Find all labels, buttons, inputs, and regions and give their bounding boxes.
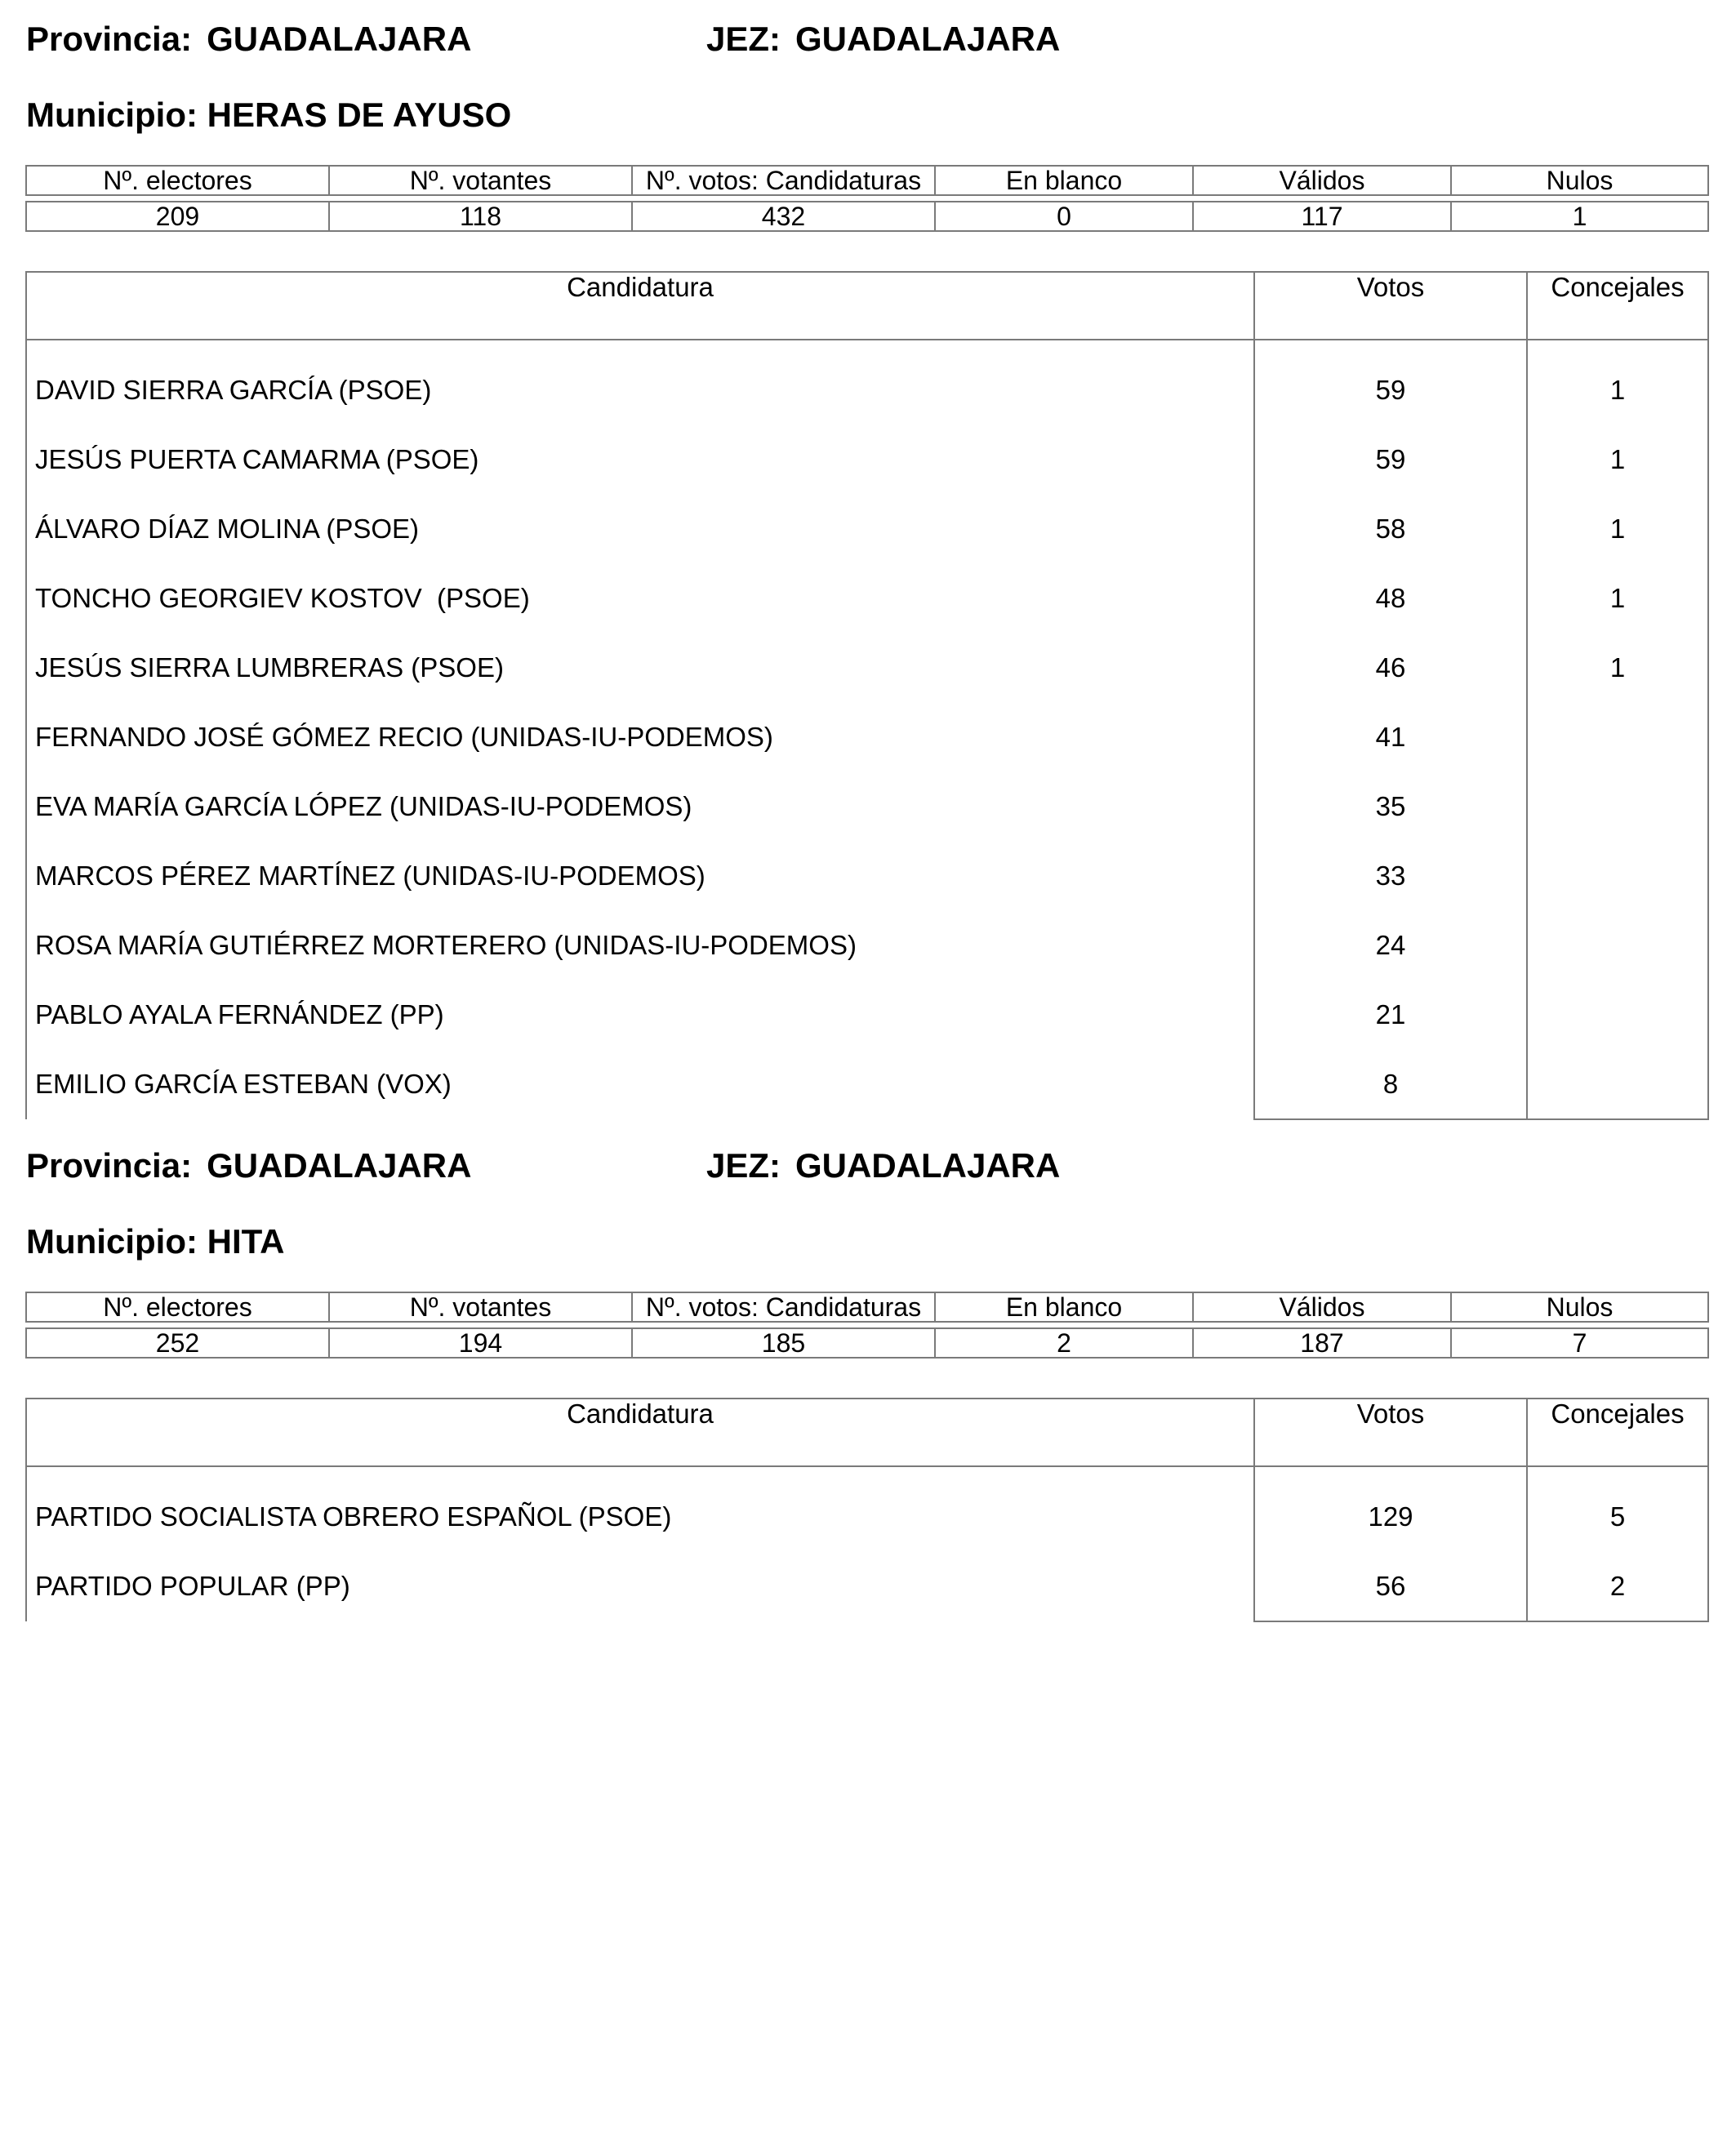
candidate-name: DAVID SIERRA GARCÍA (PSOE) xyxy=(26,340,1254,425)
stats-header-votantes: Nº. votantes xyxy=(329,1292,632,1322)
candidates-table xyxy=(25,1398,1709,1622)
stats-value-en-blanco: 2 xyxy=(935,1328,1193,1358)
candidate-concejales xyxy=(1527,772,1708,841)
candidate-votos: 46 xyxy=(1254,633,1527,702)
municipio-label: Municipio: xyxy=(26,96,198,134)
candidate-name: PARTIDO POPULAR (PP) xyxy=(26,1551,1254,1621)
candidate-votos: 129 xyxy=(1254,1466,1527,1551)
candidate-name: JESÚS PUERTA CAMARMA (PSOE) xyxy=(26,425,1254,494)
candidate-votos: 41 xyxy=(1254,702,1527,772)
candidate-row xyxy=(26,772,1708,841)
candidate-row xyxy=(26,1551,1708,1621)
candidate-name: ROSA MARÍA GUTIÉRREZ MORTERERO (UNIDAS-IU-PODEMOS) xyxy=(26,910,1254,980)
stats-value-votos-candidaturas: 185 xyxy=(632,1328,935,1358)
stats-value-electores: 252 xyxy=(26,1328,329,1358)
candidate-row xyxy=(26,1466,1708,1551)
col-concejales: Concejales xyxy=(1527,272,1708,340)
stats-header-nulos: Nulos xyxy=(1451,1292,1708,1322)
candidate-name: EMILIO GARCÍA ESTEBAN (VOX) xyxy=(26,1049,1254,1119)
jez-label: JEZ: xyxy=(706,20,781,58)
candidate-concejales: 1 xyxy=(1527,563,1708,633)
stats-value-row xyxy=(26,1328,1708,1358)
stats-value-electores: 209 xyxy=(26,202,329,231)
candidate-votos: 58 xyxy=(1254,494,1527,563)
jez-value: GUADALAJARA xyxy=(795,1146,1061,1185)
candidates-header-row xyxy=(26,272,1708,340)
candidate-votos: 56 xyxy=(1254,1551,1527,1621)
jez-value: GUADALAJARA xyxy=(795,20,1061,58)
stats-header-validos: Válidos xyxy=(1193,166,1451,195)
stats-value-nulos: 7 xyxy=(1451,1328,1708,1358)
stats-value-votos-candidaturas: 432 xyxy=(632,202,935,231)
stats-value-row xyxy=(26,202,1708,231)
stats-header-en-blanco: En blanco xyxy=(935,1292,1193,1322)
candidate-concejales: 5 xyxy=(1527,1466,1708,1551)
stats-header-votos-candidaturas: Nº. votos: Candidaturas xyxy=(632,166,935,195)
stats-header-nulos: Nulos xyxy=(1451,166,1708,195)
jez-header xyxy=(706,22,1060,56)
stats-value-nulos: 1 xyxy=(1451,202,1708,231)
col-concejales: Concejales xyxy=(1527,1399,1708,1466)
candidate-name: PARTIDO SOCIALISTA OBRERO ESPAÑOL (PSOE) xyxy=(26,1466,1254,1551)
candidate-name: PABLO AYALA FERNÁNDEZ (PP) xyxy=(26,980,1254,1049)
candidate-row xyxy=(26,1049,1708,1119)
candidate-concejales: 1 xyxy=(1527,633,1708,702)
candidate-name: MARCOS PÉREZ MARTÍNEZ (UNIDAS-IU-PODEMOS) xyxy=(26,841,1254,910)
summary-stats-table xyxy=(25,165,1709,232)
candidate-row xyxy=(26,633,1708,702)
candidate-row xyxy=(26,910,1708,980)
stats-header-en-blanco: En blanco xyxy=(935,166,1193,195)
candidate-name: ÁLVARO DÍAZ MOLINA (PSOE) xyxy=(26,494,1254,563)
candidate-row xyxy=(26,841,1708,910)
stats-value-en-blanco: 0 xyxy=(935,202,1193,231)
stats-value-validos: 117 xyxy=(1193,202,1451,231)
candidate-concejales xyxy=(1527,702,1708,772)
col-votos: Votos xyxy=(1254,272,1527,340)
stats-header-row xyxy=(26,1292,1708,1322)
col-candidatura: Candidatura xyxy=(26,272,1254,340)
candidate-name: FERNANDO JOSÉ GÓMEZ RECIO (UNIDAS-IU-PODEMOS) xyxy=(26,702,1254,772)
jez-label: JEZ: xyxy=(706,1146,781,1185)
provincia-value: GUADALAJARA xyxy=(207,1146,472,1185)
candidate-concejales: 1 xyxy=(1527,340,1708,425)
candidate-name: JESÚS SIERRA LUMBRERAS (PSOE) xyxy=(26,633,1254,702)
candidate-name: EVA MARÍA GARCÍA LÓPEZ (UNIDAS-IU-PODEMOS) xyxy=(26,772,1254,841)
provincia-header xyxy=(26,22,471,56)
candidate-concejales xyxy=(1527,980,1708,1049)
stats-value-votantes: 118 xyxy=(329,202,632,231)
stats-value-validos: 187 xyxy=(1193,1328,1451,1358)
stats-header-votantes: Nº. votantes xyxy=(329,166,632,195)
stats-header-validos: Válidos xyxy=(1193,1292,1451,1322)
candidate-row xyxy=(26,340,1708,425)
candidate-votos: 21 xyxy=(1254,980,1527,1049)
municipio-header xyxy=(26,98,511,132)
candidate-votos: 35 xyxy=(1254,772,1527,841)
candidate-row xyxy=(26,563,1708,633)
stats-header-row xyxy=(26,166,1708,195)
candidate-concejales: 1 xyxy=(1527,425,1708,494)
municipio-label: Municipio: xyxy=(26,1222,198,1261)
candidate-concejales: 2 xyxy=(1527,1551,1708,1621)
stats-header-electores: Nº. electores xyxy=(26,166,329,195)
provincia-value: GUADALAJARA xyxy=(207,20,472,58)
candidate-row xyxy=(26,980,1708,1049)
candidate-votos: 59 xyxy=(1254,340,1527,425)
candidate-row xyxy=(26,425,1708,494)
summary-stats-table xyxy=(25,1292,1709,1359)
candidates-header-row xyxy=(26,1399,1708,1466)
col-candidatura: Candidatura xyxy=(26,1399,1254,1466)
municipio-value: HITA xyxy=(207,1222,285,1261)
stats-header-electores: Nº. electores xyxy=(26,1292,329,1322)
provincia-label: Provincia: xyxy=(26,20,193,58)
candidate-concejales xyxy=(1527,841,1708,910)
municipio-header xyxy=(26,1222,285,1261)
provincia-label: Provincia: xyxy=(26,1146,193,1185)
municipio-value: HERAS DE AYUSO xyxy=(207,96,512,134)
candidate-votos: 48 xyxy=(1254,563,1527,633)
candidate-votos: 8 xyxy=(1254,1049,1527,1119)
candidate-row xyxy=(26,702,1708,772)
candidate-votos: 24 xyxy=(1254,910,1527,980)
candidate-concejales xyxy=(1527,1049,1708,1119)
provincia-header xyxy=(26,1146,472,1185)
candidates-table xyxy=(25,271,1709,1120)
stats-value-votantes: 194 xyxy=(329,1328,632,1358)
candidate-votos: 33 xyxy=(1254,841,1527,910)
candidate-votos: 59 xyxy=(1254,425,1527,494)
candidate-name: TONCHO GEORGIEV KOSTOV (PSOE) xyxy=(26,563,1254,633)
stats-header-votos-candidaturas: Nº. votos: Candidaturas xyxy=(632,1292,935,1322)
col-votos: Votos xyxy=(1254,1399,1527,1466)
candidate-concejales: 1 xyxy=(1527,494,1708,563)
jez-header xyxy=(706,1146,1061,1185)
candidate-row xyxy=(26,494,1708,563)
candidate-concejales xyxy=(1527,910,1708,980)
